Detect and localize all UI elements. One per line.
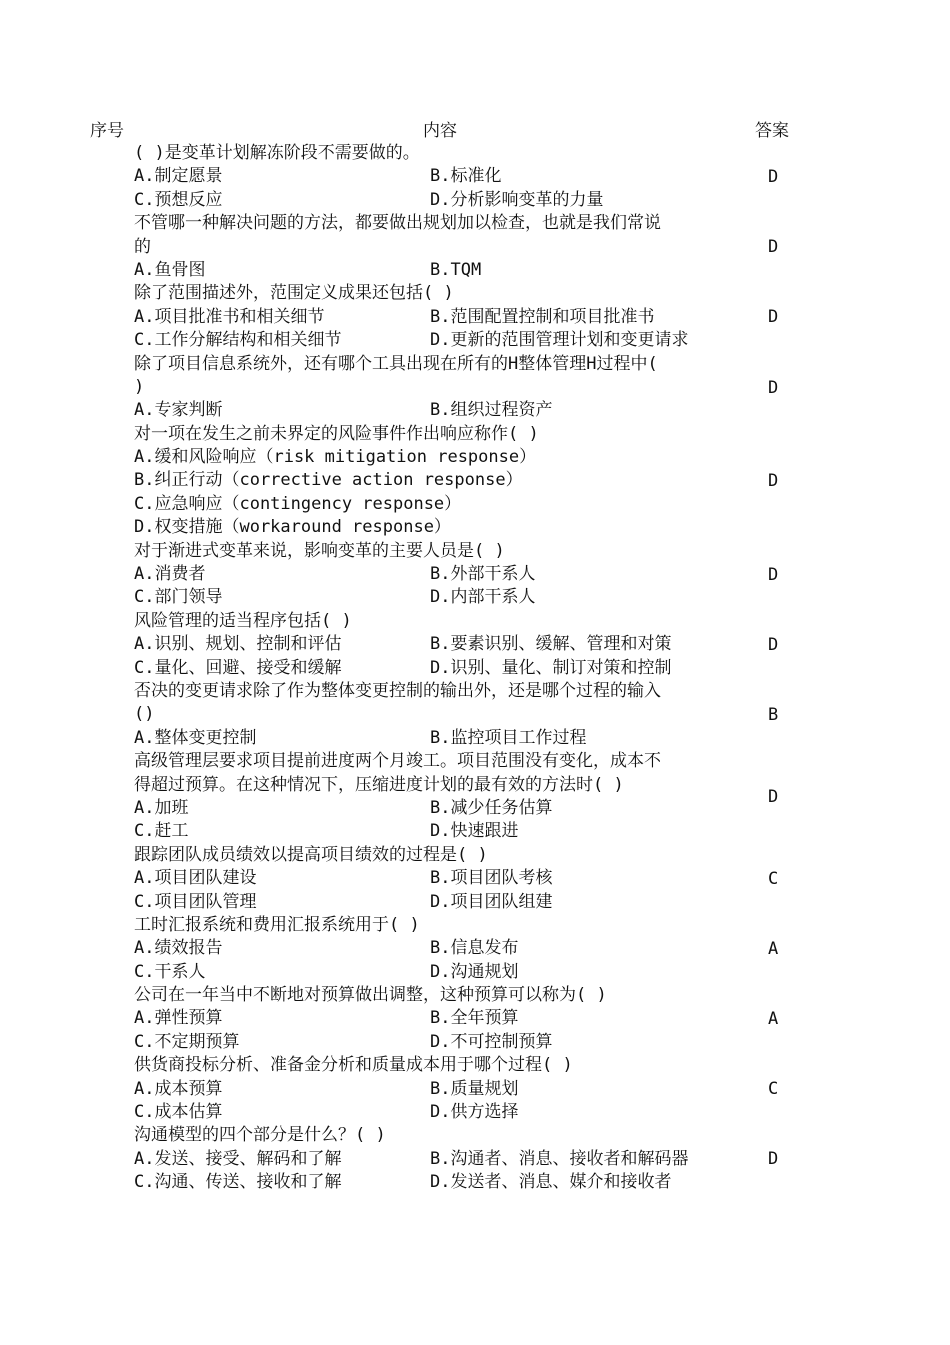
option-right: D.项目团队组建 (430, 891, 553, 912)
option-right: B.项目团队考核 (430, 868, 553, 889)
question-stem-line (0, 703, 950, 726)
answer-cell: D (768, 634, 779, 655)
option-line (0, 937, 950, 960)
option-line (0, 586, 950, 609)
question-row (0, 1054, 950, 1124)
question-stem: ) (134, 376, 145, 397)
question-row (0, 680, 950, 750)
question-stem-line (0, 353, 950, 376)
question-row (0, 142, 950, 212)
answer-cell: D (768, 307, 779, 328)
option-left: C.预想反应 (134, 189, 223, 210)
question-row (0, 844, 950, 914)
option-line (0, 165, 950, 188)
question-stem-line (0, 212, 950, 235)
option-right: B.范围配置控制和项目批准书 (430, 306, 655, 327)
answer-cell: A (768, 938, 779, 959)
question-stem: 沟通模型的四个部分是什么？( ) (134, 1125, 386, 1146)
question-stem: 除了项目信息系统外，还有哪个工具出现在所有的H整体管理H过程中( (134, 353, 658, 374)
option-right: B.质量规划 (430, 1078, 519, 1099)
option-left: C.量化、回避、接受和缓解 (134, 657, 342, 678)
question-stem-line (0, 540, 950, 563)
option-line (0, 469, 950, 492)
option-line (0, 329, 950, 352)
option-left: C.不定期预算 (134, 1031, 240, 1052)
option-right: B.监控项目工作过程 (430, 727, 587, 748)
option-left: A.消费者 (134, 564, 206, 585)
question-stem-line (0, 750, 950, 773)
option-line (0, 633, 950, 656)
question-row (0, 353, 950, 423)
answer-cell: C (768, 1079, 779, 1100)
option-left: A.缓和风险响应（risk mitigation response） (134, 447, 537, 468)
option-right: D.快速跟进 (430, 821, 519, 842)
option-right: B.标准化 (430, 166, 502, 187)
option-left: A.绩效报告 (134, 938, 223, 959)
question-sheet (0, 116, 950, 1195)
option-left: A.发送、接受、解码和了解 (134, 1148, 342, 1169)
answer-cell: D (768, 786, 779, 807)
answer-cell: D (768, 237, 779, 258)
option-line (0, 867, 950, 890)
option-right: D.发送者、消息、媒介和接收者 (430, 1172, 672, 1193)
option-left: C.成本估算 (134, 1102, 223, 1123)
question-stem: 否决的变更请求除了作为整体变更控制的输出外，还是哪个过程的输入 (134, 680, 661, 701)
option-left: B.纠正行动（corrective action response） (134, 470, 523, 491)
option-right: D.沟通规划 (430, 961, 519, 982)
question-stem-line (0, 142, 950, 165)
option-line (0, 1031, 950, 1054)
option-right: B.外部干系人 (430, 564, 536, 585)
question-stem: 对一项在发生之前未界定的风险事件作出响应称作( ) (134, 423, 539, 444)
question-row (0, 984, 950, 1054)
question-stem: 公司在一年当中不断地对预算做出调整，这种预算可以称为( ) (134, 985, 607, 1006)
question-stem-line (0, 774, 950, 797)
option-right: B.沟通者、消息、接收者和解码器 (430, 1148, 689, 1169)
question-row (0, 1124, 950, 1194)
option-right: D.内部干系人 (430, 587, 536, 608)
option-line (0, 446, 950, 469)
question-stem: 不管哪一种解决问题的方法，都要做出规划加以检查，也就是我们常说 (134, 213, 661, 234)
question-stem-line (0, 1054, 950, 1077)
option-left: C.应急响应（contingency response） (134, 493, 462, 514)
question-stem: 对于渐进式变革来说，影响变革的主要人员是( ) (134, 540, 505, 561)
option-right: D.分析影响变革的力量 (430, 189, 604, 210)
option-left: A.专家判断 (134, 400, 223, 421)
option-line (0, 820, 950, 843)
option-left: D.权变措施（workaround response） (134, 517, 451, 538)
option-left: A.成本预算 (134, 1078, 223, 1099)
option-right: D.识别、量化、制订对策和控制 (430, 657, 672, 678)
option-left: A.加班 (134, 797, 189, 818)
option-right: B.组织过程资产 (430, 400, 553, 421)
question-row (0, 423, 950, 540)
option-line (0, 493, 950, 516)
answer-cell: B (768, 705, 779, 726)
option-line (0, 189, 950, 212)
answer-cell: D (768, 1149, 779, 1170)
option-right: D.不可控制预算 (430, 1031, 553, 1052)
option-line (0, 563, 950, 586)
question-stem-line (0, 844, 950, 867)
question-stem-line (0, 610, 950, 633)
option-line (0, 961, 950, 984)
option-line (0, 1171, 950, 1194)
option-right: B.全年预算 (430, 1008, 519, 1029)
option-left: C.项目团队管理 (134, 891, 257, 912)
question-stem: 跟踪团队成员绩效以提高项目绩效的过程是( ) (134, 844, 488, 865)
question-stem-line (0, 680, 950, 703)
option-right: D.供方选择 (430, 1102, 519, 1123)
header-answer: 答案 (755, 121, 789, 141)
option-left: A.整体变更控制 (134, 727, 257, 748)
answer-cell: D (768, 564, 779, 585)
question-row (0, 610, 950, 680)
option-left: A.项目团队建设 (134, 868, 257, 889)
question-stem-line (0, 376, 950, 399)
answer-cell: D (768, 377, 779, 398)
question-row (0, 540, 950, 610)
option-right: D.更新的范围管理计划和变更请求 (430, 330, 689, 351)
question-list (0, 142, 950, 1195)
option-line (0, 259, 950, 282)
option-left: C.部门领导 (134, 587, 223, 608)
option-left: C.沟通、传送、接收和了解 (134, 1172, 342, 1193)
question-stem-line (0, 914, 950, 937)
question-row (0, 914, 950, 984)
option-left: A.项目批准书和相关细节 (134, 306, 325, 327)
answer-cell: D (768, 167, 779, 188)
option-line (0, 797, 950, 820)
answer-cell: D (768, 471, 779, 492)
answer-cell: A (768, 1009, 779, 1030)
header-number: 序号 (90, 121, 124, 141)
question-stem-line (0, 1124, 950, 1147)
option-right: B.要素识别、缓解、管理和对策 (430, 634, 672, 655)
option-right: B.减少任务估算 (430, 797, 553, 818)
option-line (0, 657, 950, 680)
option-line (0, 306, 950, 329)
option-right: B.TQM (430, 259, 482, 280)
option-left: A.识别、规划、控制和评估 (134, 634, 342, 655)
question-row (0, 750, 950, 844)
option-line (0, 727, 950, 750)
option-line (0, 516, 950, 539)
question-stem-line (0, 984, 950, 1007)
question-stem: 高级管理层要求项目提前进度两个月竣工。项目范围没有变化，成本不 (134, 751, 661, 772)
option-left: A.制定愿景 (134, 166, 223, 187)
option-line (0, 399, 950, 422)
option-left: C.工作分解结构和相关细节 (134, 330, 342, 351)
option-left: A.鱼骨图 (134, 259, 206, 280)
option-line (0, 1148, 950, 1171)
question-stem-line (0, 423, 950, 446)
question-stem-line (0, 282, 950, 305)
option-left: C.干系人 (134, 961, 206, 982)
answer-cell: C (768, 868, 779, 889)
table-header (0, 116, 950, 142)
question-stem: 的 (134, 236, 151, 257)
question-stem-line (0, 236, 950, 259)
option-left: A.弹性预算 (134, 1008, 223, 1029)
question-stem: () (134, 704, 155, 725)
question-stem: 得超过预算。在这种情况下，压缩进度计划的最有效的方法时( ) (134, 774, 624, 795)
option-line (0, 891, 950, 914)
question-stem: 工时汇报系统和费用汇报系统用于( ) (134, 914, 420, 935)
question-row (0, 282, 950, 352)
question-stem: 供货商投标分析、准备金分析和质量成本用于哪个过程( ) (134, 1055, 573, 1076)
option-left: C.赶工 (134, 821, 189, 842)
question-stem: 风险管理的适当程序包括( ) (134, 610, 352, 631)
option-right: B.信息发布 (430, 938, 519, 959)
header-content: 内容 (423, 121, 457, 141)
question-stem: 除了范围描述外，范围定义成果还包括( ) (134, 283, 454, 304)
question-stem: ( )是变革计划解冻阶段不需要做的。 (134, 143, 420, 163)
option-line (0, 1007, 950, 1030)
question-row (0, 212, 950, 282)
option-line (0, 1101, 950, 1124)
option-line (0, 1078, 950, 1101)
